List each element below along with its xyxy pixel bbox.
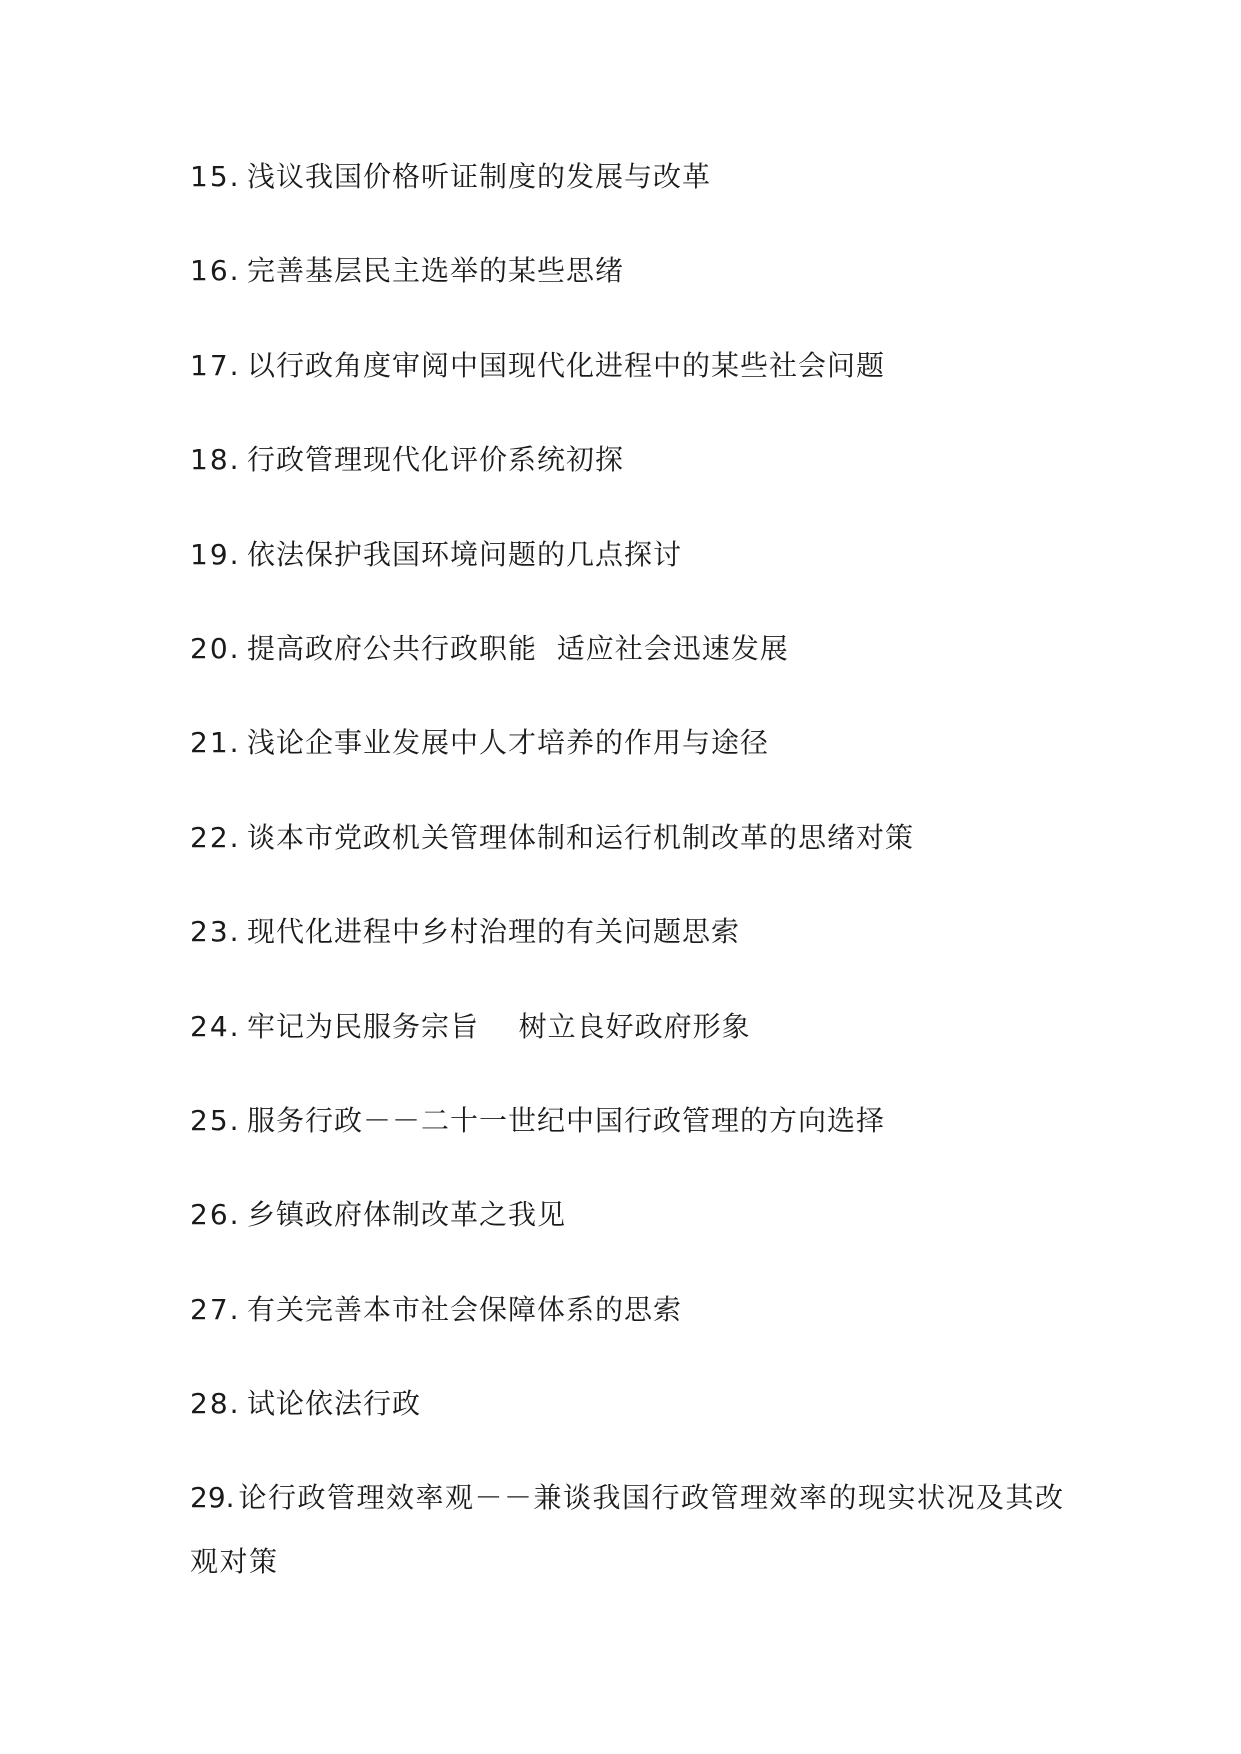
item-number: 21. xyxy=(190,726,241,760)
topic-list xyxy=(190,162,1070,1594)
item-number: 16. xyxy=(190,254,241,288)
item-number: 29. xyxy=(190,1481,235,1515)
list-item xyxy=(190,917,1070,1011)
item-number: 17. xyxy=(190,348,241,382)
item-text: 依法保护我国环境问题的几点探讨 xyxy=(247,537,683,571)
item-number: 20. xyxy=(190,631,241,665)
list-item xyxy=(190,1466,1070,1594)
item-text: 牢记为民服务宗旨 树立良好政府形象 xyxy=(247,1009,751,1043)
list-item xyxy=(190,537,1070,634)
list-item xyxy=(190,1200,1070,1294)
list-item xyxy=(190,445,1070,539)
item-text: 论行政管理效率观－－兼谈我国行政管理效率的现实状况及其改观对策 xyxy=(190,1481,1065,1579)
list-item xyxy=(190,348,1070,445)
item-text: 现代化进程中乡村治理的有关问题思索 xyxy=(247,915,741,949)
item-number: 18. xyxy=(190,443,241,477)
item-text: 有关完善本市社会保障体系的思索 xyxy=(247,1292,683,1326)
item-text: 服务行政－－二十一世纪中国行政管理的方向选择 xyxy=(247,1103,886,1137)
item-text: 试论依法行政 xyxy=(247,1387,422,1421)
item-text: 以行政角度审阅中国现代化进程中的某些社会问题 xyxy=(247,348,886,382)
list-item xyxy=(190,820,1070,917)
list-item xyxy=(190,256,1070,350)
item-text: 浅议我国价格听证制度的发展与改革 xyxy=(247,160,712,193)
list-item xyxy=(190,1292,1070,1389)
item-number: 19. xyxy=(190,537,241,571)
item-text: 提高政府公共行政职能 适应社会迅速发展 xyxy=(247,631,789,665)
item-text: 乡镇政府体制改革之我见 xyxy=(247,1198,567,1232)
item-text: 浅论企事业发展中人才培养的作用与途径 xyxy=(247,726,770,760)
item-text: 行政管理现代化评价系统初探 xyxy=(247,443,625,477)
item-number: 23. xyxy=(190,915,241,949)
list-item xyxy=(190,631,1070,728)
item-number: 24. xyxy=(190,1009,241,1043)
list-item xyxy=(190,162,1070,256)
list-item xyxy=(190,728,1070,822)
item-number: 25. xyxy=(190,1103,241,1137)
item-number: 15. xyxy=(190,160,241,193)
item-number: 22. xyxy=(190,820,241,854)
list-item xyxy=(190,1009,1070,1106)
item-text: 完善基层民主选举的某些思绪 xyxy=(247,254,625,288)
list-item xyxy=(190,1103,1070,1200)
item-number: 28. xyxy=(190,1387,241,1421)
item-text: 谈本市党政机关管理体制和运行机制改革的思绪对策 xyxy=(247,820,915,854)
item-number: 26. xyxy=(190,1198,241,1232)
item-number: 27. xyxy=(190,1292,241,1326)
